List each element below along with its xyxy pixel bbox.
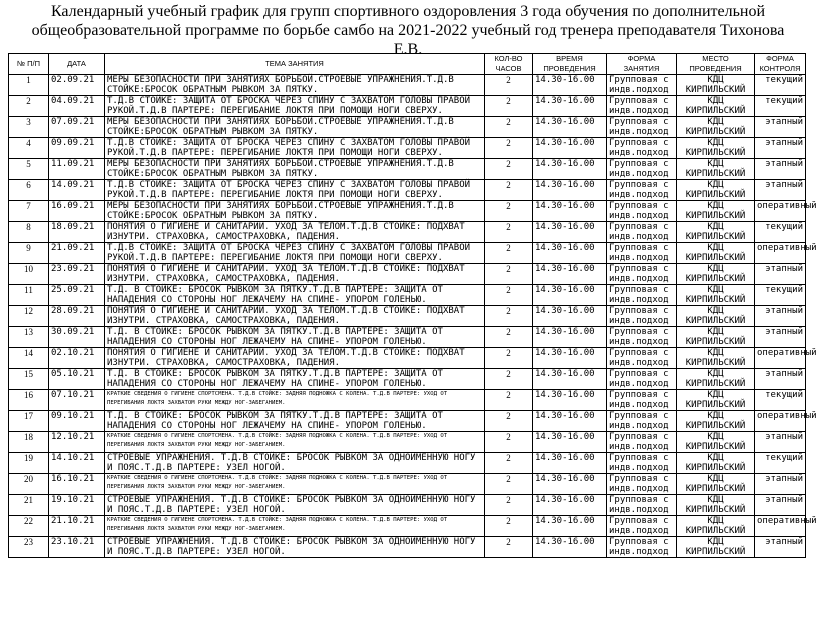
cell-form: Групповая с индв.подход — [607, 180, 677, 201]
cell-time: 14.30-16.00 — [533, 222, 607, 243]
cell-control: этапный — [755, 306, 806, 327]
table-row — [9, 537, 806, 558]
cell-topic: КРАТКИЕ СВЕДЕНИЯ О ГИГИЕНЕ СПОРТСМЕНА. Т.Д.В СТОЙКЕ: ЗАДНЯЯ ПОДНОЖКА С КОЛЕНА. Т.Д.В ПАРТЕРЕ: УХОД ОТ ПЕРЕГИБАНИЯ ЛОКТЯ ЗАХВАТОМ РУКИ МЕЖДУ НОГ-ЗАБЕГАНИЕМ. — [105, 516, 485, 537]
cell-num: 13 — [9, 327, 49, 348]
cell-hours: 2 — [485, 138, 533, 159]
cell-date: 02.09.21 — [49, 75, 105, 96]
cell-time: 14.30-16.00 — [533, 201, 607, 222]
cell-topic: Т.Д.В СТОЙКЕ: ЗАЩИТА ОТ БРОСКА ЧЕРЕЗ СПИНУ С ЗАХВАТОМ ГОЛОВЫ ПРАВОЙ РУКОЙ.Т.Д.В ПАРТЕРЕ: ПЕРЕГИБАНИЕ ЛОКТЯ ПРИ ПОМОЩИ НОГИ СВЕРХУ. — [105, 243, 485, 264]
cell-date: 23.10.21 — [49, 537, 105, 558]
cell-place: КДЦ КИРПИЛЬСКИЙ — [677, 516, 755, 537]
cell-hours: 2 — [485, 432, 533, 453]
cell-num: 11 — [9, 285, 49, 306]
cell-hours: 2 — [485, 516, 533, 537]
cell-control: оперативный — [755, 411, 806, 432]
cell-place: КДЦ КИРПИЛЬСКИЙ — [677, 243, 755, 264]
table-row — [9, 159, 806, 180]
table-row — [9, 411, 806, 432]
table-row — [9, 453, 806, 474]
cell-num: 20 — [9, 474, 49, 495]
cell-time: 14.30-16.00 — [533, 75, 607, 96]
cell-hours: 2 — [485, 243, 533, 264]
cell-time: 14.30-16.00 — [533, 117, 607, 138]
cell-hours: 2 — [485, 180, 533, 201]
cell-time: 14.30-16.00 — [533, 495, 607, 516]
cell-form: Групповая с индв.подход — [607, 96, 677, 117]
cell-topic: ПОНЯТИЯ О ГИГИЕНЕ И САНИТАРИИ. УХОД ЗА ТЕЛОМ.Т.Д.В СТОЙКЕ: ПОДХВАТ ИЗНУТРИ. СТРАХОВКА, САМОСТРАХОВКА, ПАДЕНИЯ. — [105, 306, 485, 327]
table-row — [9, 516, 806, 537]
cell-hours: 2 — [485, 369, 533, 390]
cell-control: оперативный — [755, 201, 806, 222]
cell-num: 7 — [9, 201, 49, 222]
cell-place: КДЦ КИРПИЛЬСКИЙ — [677, 117, 755, 138]
cell-hours: 2 — [485, 264, 533, 285]
cell-num: 21 — [9, 495, 49, 516]
cell-topic: Т.Д. В СТОЙКЕ: БРОСОК РЫВКОМ ЗА ПЯТКУ.Т.Д.В ПАРТЕРЕ: ЗАЩИТА ОТ НАПАДЕНИЯ СО СТОРОНЫ НОГ ЛЕЖАЧЕМУ НА СПИНЕ- УПОРОМ ГОЛЕНЬЮ. — [105, 369, 485, 390]
cell-time: 14.30-16.00 — [533, 453, 607, 474]
table-row — [9, 306, 806, 327]
header-date: ДАТА — [49, 54, 105, 75]
table-row — [9, 180, 806, 201]
cell-place: КДЦ КИРПИЛЬСКИЙ — [677, 201, 755, 222]
table-row — [9, 495, 806, 516]
cell-hours: 2 — [485, 348, 533, 369]
cell-control: текущий — [755, 390, 806, 411]
cell-form: Групповая с индв.подход — [607, 390, 677, 411]
cell-num: 10 — [9, 264, 49, 285]
cell-topic: МЕРЫ БЕЗОПАСНОСТИ ПРИ ЗАНЯТИЯХ БОРЬБОЙ.СТРОЕВЫЕ УПРАЖНЕНИЯ.Т.Д.В СТОЙКЕ:БРОСОК ОБРАТНЫМ РЫВКОМ ЗА ПЯТКУ. — [105, 117, 485, 138]
cell-form: Групповая с индв.подход — [607, 243, 677, 264]
cell-num: 1 — [9, 75, 49, 96]
cell-time: 14.30-16.00 — [533, 264, 607, 285]
cell-form: Групповая с индв.подход — [607, 453, 677, 474]
cell-date: 07.10.21 — [49, 390, 105, 411]
table-row — [9, 348, 806, 369]
cell-control: этапный — [755, 537, 806, 558]
cell-date: 14.10.21 — [49, 453, 105, 474]
cell-hours: 2 — [485, 201, 533, 222]
table-row — [9, 474, 806, 495]
cell-form: Групповая с индв.подход — [607, 411, 677, 432]
table-row — [9, 327, 806, 348]
table-row — [9, 369, 806, 390]
cell-num: 15 — [9, 369, 49, 390]
cell-hours: 2 — [485, 495, 533, 516]
cell-time: 14.30-16.00 — [533, 306, 607, 327]
cell-topic: ПОНЯТИЯ О ГИГИЕНЕ И САНИТАРИИ. УХОД ЗА ТЕЛОМ.Т.Д.В СТОЙКЕ: ПОДХВАТ ИЗНУТРИ. СТРАХОВКА, САМОСТРАХОВКА, ПАДЕНИЯ. — [105, 264, 485, 285]
cell-time: 14.30-16.00 — [533, 327, 607, 348]
cell-date: 23.09.21 — [49, 264, 105, 285]
header-num: № П/П — [9, 54, 49, 75]
cell-num: 17 — [9, 411, 49, 432]
cell-control: текущий — [755, 96, 806, 117]
cell-topic: МЕРЫ БЕЗОПАСНОСТИ ПРИ ЗАНЯТИЯХ БОРЬБОЙ.СТРОЕВЫЕ УПРАЖНЕНИЯ.Т.Д.В СТОЙКЕ:БРОСОК ОБРАТНЫМ РЫВКОМ ЗА ПЯТКУ. — [105, 201, 485, 222]
cell-hours: 2 — [485, 159, 533, 180]
cell-place: КДЦ КИРПИЛЬСКИЙ — [677, 285, 755, 306]
cell-time: 14.30-16.00 — [533, 159, 607, 180]
table-row — [9, 138, 806, 159]
cell-place: КДЦ КИРПИЛЬСКИЙ — [677, 495, 755, 516]
cell-form: Групповая с индв.подход — [607, 327, 677, 348]
cell-date: 07.09.21 — [49, 117, 105, 138]
cell-time: 14.30-16.00 — [533, 138, 607, 159]
table-row — [9, 243, 806, 264]
cell-form: Групповая с индв.подход — [607, 306, 677, 327]
cell-num: 14 — [9, 348, 49, 369]
cell-control: текущий — [755, 285, 806, 306]
cell-topic: ПОНЯТИЯ О ГИГИЕНЕ И САНИТАРИИ. УХОД ЗА ТЕЛОМ.Т.Д.В СТОЙКЕ: ПОДХВАТ ИЗНУТРИ. СТРАХОВКА, САМОСТРАХОВКА, ПАДЕНИЯ. — [105, 222, 485, 243]
cell-control: этапный — [755, 327, 806, 348]
cell-num: 18 — [9, 432, 49, 453]
cell-time: 14.30-16.00 — [533, 348, 607, 369]
cell-topic: КРАТКИЕ СВЕДЕНИЯ О ГИГИЕНЕ СПОРТСМЕНА. Т.Д.В СТОЙКЕ: ЗАДНЯЯ ПОДНОЖКА С КОЛЕНА. Т.Д.В ПАРТЕРЕ: УХОД ОТ ПЕРЕГИБАНИЯ ЛОКТЯ ЗАХВАТОМ РУКИ МЕЖДУ НОГ-ЗАБЕГАНИЕМ. — [105, 390, 485, 411]
schedule-table — [8, 53, 817, 558]
cell-form: Групповая с индв.подход — [607, 285, 677, 306]
cell-topic: МЕРЫ БЕЗОПАСНОСТИ ПРИ ЗАНЯТИЯХ БОРЬБОЙ.СТРОЕВЫЕ УПРАЖНЕНИЯ.Т.Д.В СТОЙКЕ:БРОСОК ОБРАТНЫМ РЫВКОМ ЗА ПЯТКУ. — [105, 159, 485, 180]
cell-num: 19 — [9, 453, 49, 474]
table-header-row — [9, 54, 806, 75]
cell-time: 14.30-16.00 — [533, 432, 607, 453]
header-time: ВРЕМЯ ПРОВЕДЕНИЯ — [533, 54, 607, 75]
cell-topic: КРАТКИЕ СВЕДЕНИЯ О ГИГИЕНЕ СПОРТСМЕНА. Т.Д.В СТОЙКЕ: ЗАДНЯЯ ПОДНОЖКА С КОЛЕНА. Т.Д.В ПАРТЕРЕ: УХОД ОТ ПЕРЕГИБАНИЯ ЛОКТЯ ЗАХВАТОМ РУКИ МЕЖДУ НОГ-ЗАБЕГАНИЕМ. — [105, 474, 485, 495]
table-row — [9, 432, 806, 453]
cell-num: 23 — [9, 537, 49, 558]
cell-date: 04.09.21 — [49, 96, 105, 117]
cell-form: Групповая с индв.подход — [607, 474, 677, 495]
cell-topic: СТРОЕВЫЕ УПРАЖНЕНИЯ. Т.Д.В СТОЙКЕ: БРОСОК РЫВКОМ ЗА ОДНОИМЕННУЮ НОГУ И ПОЯС.Т.Д.В ПАРТЕРЕ: УЗЕЛ НОГОЙ. — [105, 495, 485, 516]
cell-control: этапный — [755, 159, 806, 180]
cell-num: 22 — [9, 516, 49, 537]
document-title: Календарный учебный график для групп спортивного оздоровления 3 года обучения по дополнительной общеобразовательной программе по борьбе самбо на 2021-2022 учебный год тренера преподавателя Тихонова Е.В. — [31, 3, 785, 58]
cell-topic: Т.Д. В СТОЙКЕ: БРОСОК РЫВКОМ ЗА ПЯТКУ.Т.Д.В ПАРТЕРЕ: ЗАЩИТА ОТ НАПАДЕНИЯ СО СТОРОНЫ НОГ ЛЕЖАЧЕМУ НА СПИНЕ- УПОРОМ ГОЛЕНЬЮ. — [105, 285, 485, 306]
cell-date: 16.09.21 — [49, 201, 105, 222]
cell-hours: 2 — [485, 453, 533, 474]
cell-control: оперативный — [755, 348, 806, 369]
cell-date: 05.10.21 — [49, 369, 105, 390]
cell-place: КДЦ КИРПИЛЬСКИЙ — [677, 474, 755, 495]
table-row — [9, 75, 806, 96]
cell-place: КДЦ КИРПИЛЬСКИЙ — [677, 327, 755, 348]
cell-num: 16 — [9, 390, 49, 411]
cell-control: текущий — [755, 75, 806, 96]
cell-date: 11.09.21 — [49, 159, 105, 180]
cell-time: 14.30-16.00 — [533, 243, 607, 264]
table-row — [9, 96, 806, 117]
cell-control: этапный — [755, 432, 806, 453]
table-row — [9, 285, 806, 306]
cell-form: Групповая с индв.подход — [607, 432, 677, 453]
cell-form: Групповая с индв.подход — [607, 537, 677, 558]
cell-form: Групповая с индв.подход — [607, 222, 677, 243]
cell-hours: 2 — [485, 474, 533, 495]
cell-place: КДЦ КИРПИЛЬСКИЙ — [677, 138, 755, 159]
cell-control: этапный — [755, 495, 806, 516]
cell-control: текущий — [755, 453, 806, 474]
cell-date: 19.10.21 — [49, 495, 105, 516]
cell-place: КДЦ КИРПИЛЬСКИЙ — [677, 411, 755, 432]
cell-date: 25.09.21 — [49, 285, 105, 306]
cell-hours: 2 — [485, 117, 533, 138]
cell-time: 14.30-16.00 — [533, 369, 607, 390]
cell-num: 5 — [9, 159, 49, 180]
cell-place: КДЦ КИРПИЛЬСКИЙ — [677, 432, 755, 453]
cell-form: Групповая с индв.подход — [607, 495, 677, 516]
cell-form: Групповая с индв.подход — [607, 369, 677, 390]
cell-hours: 2 — [485, 285, 533, 306]
cell-time: 14.30-16.00 — [533, 411, 607, 432]
cell-place: КДЦ КИРПИЛЬСКИЙ — [677, 390, 755, 411]
cell-date: 09.10.21 — [49, 411, 105, 432]
table-row — [9, 117, 806, 138]
cell-time: 14.30-16.00 — [533, 390, 607, 411]
cell-date: 09.09.21 — [49, 138, 105, 159]
table-row — [9, 264, 806, 285]
cell-num: 3 — [9, 117, 49, 138]
cell-form: Групповая с индв.подход — [607, 138, 677, 159]
cell-form: Групповая с индв.подход — [607, 264, 677, 285]
cell-date: 21.09.21 — [49, 243, 105, 264]
cell-topic: СТРОЕВЫЕ УПРАЖНЕНИЯ. Т.Д.В СТОЙКЕ: БРОСОК РЫВКОМ ЗА ОДНОИМЕННУЮ НОГУ И ПОЯС.Т.Д.В ПАРТЕРЕ: УЗЕЛ НОГОЙ. — [105, 537, 485, 558]
cell-date: 16.10.21 — [49, 474, 105, 495]
table-row — [9, 390, 806, 411]
cell-num: 6 — [9, 180, 49, 201]
cell-date: 30.09.21 — [49, 327, 105, 348]
cell-topic: МЕРЫ БЕЗОПАСНОСТИ ПРИ ЗАНЯТИЯХ БОРЬБОЙ.СТРОЕВЫЕ УПРАЖНЕНИЯ.Т.Д.В СТОЙКЕ:БРОСОК ОБРАТНЫМ РЫВКОМ ЗА ПЯТКУ. — [105, 75, 485, 96]
cell-place: КДЦ КИРПИЛЬСКИЙ — [677, 453, 755, 474]
table-body — [9, 75, 817, 558]
table-row — [9, 201, 806, 222]
cell-topic: ПОНЯТИЯ О ГИГИЕНЕ И САНИТАРИИ. УХОД ЗА ТЕЛОМ.Т.Д.В СТОЙКЕ: ПОДХВАТ ИЗНУТРИ. СТРАХОВКА, САМОСТРАХОВКА, ПАДЕНИЯ. — [105, 348, 485, 369]
cell-control: оперативный — [755, 516, 806, 537]
cell-form: Групповая с индв.подход — [607, 201, 677, 222]
cell-date: 02.10.21 — [49, 348, 105, 369]
cell-place: КДЦ КИРПИЛЬСКИЙ — [677, 264, 755, 285]
cell-place: КДЦ КИРПИЛЬСКИЙ — [677, 348, 755, 369]
cell-topic: Т.Д.В СТОЙКЕ: ЗАЩИТА ОТ БРОСКА ЧЕРЕЗ СПИНУ С ЗАХВАТОМ ГОЛОВЫ ПРАВОЙ РУКОЙ.Т.Д.В ПАРТЕРЕ: ПЕРЕГИБАНИЕ ЛОКТЯ ПРИ ПОМОЩИ НОГИ СВЕРХУ. — [105, 180, 485, 201]
cell-topic: СТРОЕВЫЕ УПРАЖНЕНИЯ. Т.Д.В СТОЙКЕ: БРОСОК РЫВКОМ ЗА ОДНОИМЕННУЮ НОГУ И ПОЯС.Т.Д.В ПАРТЕРЕ: УЗЕЛ НОГОЙ. — [105, 453, 485, 474]
cell-time: 14.30-16.00 — [533, 96, 607, 117]
cell-control: этапный — [755, 138, 806, 159]
cell-date: 18.09.21 — [49, 222, 105, 243]
header-control: ФОРМА КОНТРОЛЯ — [755, 54, 806, 75]
cell-place: КДЦ КИРПИЛЬСКИЙ — [677, 96, 755, 117]
cell-hours: 2 — [485, 96, 533, 117]
cell-place: КДЦ КИРПИЛЬСКИЙ — [677, 75, 755, 96]
cell-hours: 2 — [485, 390, 533, 411]
cell-hours: 2 — [485, 75, 533, 96]
header-place: МЕСТО ПРОВЕДЕНИЯ — [677, 54, 755, 75]
header-hours: КОЛ-ВО ЧАСОВ — [485, 54, 533, 75]
cell-date: 28.09.21 — [49, 306, 105, 327]
cell-place: КДЦ КИРПИЛЬСКИЙ — [677, 159, 755, 180]
cell-form: Групповая с индв.подход — [607, 516, 677, 537]
cell-hours: 2 — [485, 411, 533, 432]
cell-hours: 2 — [485, 537, 533, 558]
cell-place: КДЦ КИРПИЛЬСКИЙ — [677, 537, 755, 558]
cell-place: КДЦ КИРПИЛЬСКИЙ — [677, 222, 755, 243]
cell-num: 12 — [9, 306, 49, 327]
table-row — [9, 222, 806, 243]
cell-topic: Т.Д.В СТОЙКЕ: ЗАЩИТА ОТ БРОСКА ЧЕРЕЗ СПИНУ С ЗАХВАТОМ ГОЛОВЫ ПРАВОЙ РУКОЙ.Т.Д.В ПАРТЕРЕ: ПЕРЕГИБАНИЕ ЛОКТЯ ПРИ ПОМОЩИ НОГИ СВЕРХУ. — [105, 138, 485, 159]
cell-form: Групповая с индв.подход — [607, 348, 677, 369]
cell-num: 9 — [9, 243, 49, 264]
cell-num: 4 — [9, 138, 49, 159]
header-form: ФОРМА ЗАНЯТИЯ — [607, 54, 677, 75]
cell-date: 14.09.21 — [49, 180, 105, 201]
cell-place: КДЦ КИРПИЛЬСКИЙ — [677, 180, 755, 201]
cell-time: 14.30-16.00 — [533, 537, 607, 558]
cell-date: 21.10.21 — [49, 516, 105, 537]
cell-form: Групповая с индв.подход — [607, 117, 677, 138]
cell-control: этапный — [755, 264, 806, 285]
cell-topic: Т.Д. В СТОЙКЕ: БРОСОК РЫВКОМ ЗА ПЯТКУ.Т.Д.В ПАРТЕРЕ: ЗАЩИТА ОТ НАПАДЕНИЯ СО СТОРОНЫ НОГ ЛЕЖАЧЕМУ НА СПИНЕ- УПОРОМ ГОЛЕНЬЮ. — [105, 411, 485, 432]
cell-hours: 2 — [485, 222, 533, 243]
cell-control: оперативный — [755, 243, 806, 264]
cell-date: 12.10.21 — [49, 432, 105, 453]
cell-num: 8 — [9, 222, 49, 243]
cell-control: этапный — [755, 369, 806, 390]
cell-place: КДЦ КИРПИЛЬСКИЙ — [677, 369, 755, 390]
header-topic: ТЕМА ЗАНЯТИЯ — [105, 54, 485, 75]
cell-topic: Т.Д.В СТОЙКЕ: ЗАЩИТА ОТ БРОСКА ЧЕРЕЗ СПИНУ С ЗАХВАТОМ ГОЛОВЫ ПРАВОЙ РУКОЙ.Т.Д.В ПАРТЕРЕ: ПЕРЕГИБАНИЕ ЛОКТЯ ПРИ ПОМОЩИ НОГИ СВЕРХУ. — [105, 96, 485, 117]
cell-num: 2 — [9, 96, 49, 117]
cell-time: 14.30-16.00 — [533, 285, 607, 306]
cell-control: этапный — [755, 180, 806, 201]
cell-form: Групповая с индв.подход — [607, 75, 677, 96]
cell-control: этапный — [755, 474, 806, 495]
cell-time: 14.30-16.00 — [533, 180, 607, 201]
cell-hours: 2 — [485, 306, 533, 327]
cell-form: Групповая с индв.подход — [607, 159, 677, 180]
cell-control: текущий — [755, 222, 806, 243]
cell-topic: КРАТКИЕ СВЕДЕНИЯ О ГИГИЕНЕ СПОРТСМЕНА. Т.Д.В СТОЙКЕ: ЗАДНЯЯ ПОДНОЖКА С КОЛЕНА. Т.Д.В ПАРТЕРЕ: УХОД ОТ ПЕРЕГИБАНИЯ ЛОКТЯ ЗАХВАТОМ РУКИ МЕЖДУ НОГ-ЗАБЕГАНИЕМ. — [105, 432, 485, 453]
cell-hours: 2 — [485, 327, 533, 348]
cell-control: этапный — [755, 117, 806, 138]
cell-place: КДЦ КИРПИЛЬСКИЙ — [677, 306, 755, 327]
cell-topic: Т.Д. В СТОЙКЕ: БРОСОК РЫВКОМ ЗА ПЯТКУ.Т.Д.В ПАРТЕРЕ: ЗАЩИТА ОТ НАПАДЕНИЯ СО СТОРОНЫ НОГ ЛЕЖАЧЕМУ НА СПИНЕ- УПОРОМ ГОЛЕНЬЮ. — [105, 327, 485, 348]
cell-time: 14.30-16.00 — [533, 474, 607, 495]
cell-time: 14.30-16.00 — [533, 516, 607, 537]
